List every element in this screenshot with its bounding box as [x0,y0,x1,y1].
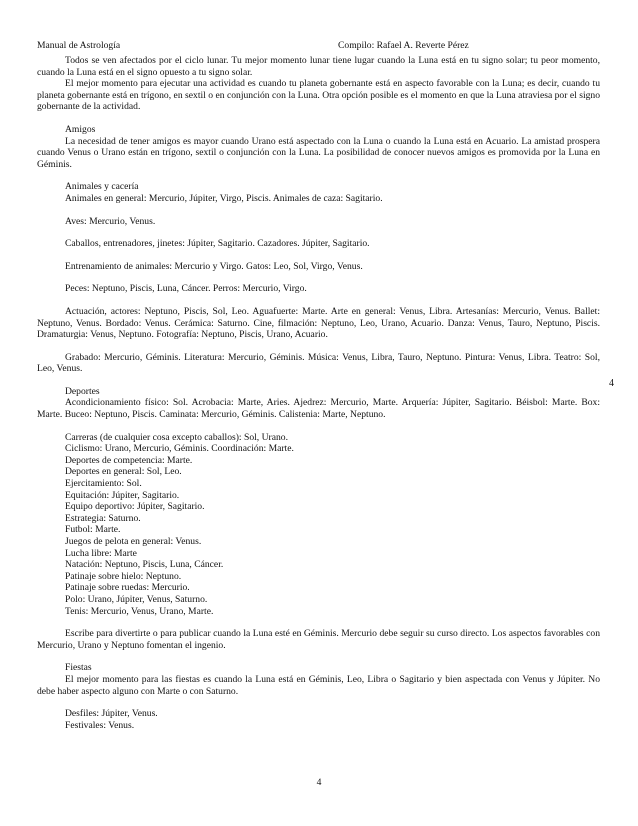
section-title-deportes: Deportes [65,385,100,397]
section-title-fiestas: Fiestas [65,662,92,674]
animales-line-1: Animales en general: Mercurio, Júpiter, Virgo, Piscis. Animales de caza: Sagitario. [65,192,383,204]
list-item: Patinaje sobre ruedas: Mercurio. [65,582,190,594]
list-item: Ejercitamiento: Sol. [65,478,142,490]
side-page-number: 4 [609,378,614,389]
header-compiler: Compilo: Rafael A. Reverte Pérez [338,40,469,51]
document-body [37,55,600,731]
section-title-amigos: Amigos [65,123,96,135]
animales-line-3: Caballos, entrenadores, jinetes: Júpiter, Sagitario. Cazadores. Júpiter, Sagitario. [65,238,370,250]
page-number: 4 [316,777,322,788]
grabado-paragraph: Grabado: Mercurio, Géminis. Literatura: Mercurio, Géminis. Música: Venus, Libra, Tauro, Neptuno. Pintura: Venus, Libra. Teatro: Sol, Leo, Venus. [37,351,600,375]
list-item: Desfiles: Júpiter, Venus. [65,708,158,720]
list-item: Deportes en general: Sol, Leo. [65,466,182,478]
deportes-paragraph: Acondicionamiento físico: Sol. Acrobacia: Marte, Aries. Ajedrez: Mercurio, Marte. Arquería: Júpiter, Sagitario. Béisbol: Marte. Box: Marte. Buceo: Neptuno, Piscis. Caminata: Mercurio, Géminis. Calistenia: Marte, Neptuno. [37,397,600,421]
fiestas-paragraph: El mejor momento para las fiestas es cuando la Luna está en Géminis, Leo, Libra o Sagitario y bien aspectada con Venus y Júpiter. No debe haber aspecto alguno con Marte o con Saturno. [37,673,600,697]
list-item: Patinaje sobre hielo: Neptuno. [65,570,182,582]
animales-line-4: Entrenamiento de animales: Mercurio y Virgo. Gatos: Leo, Sol, Virgo, Venus. [65,260,363,272]
amigos-paragraph: La necesidad de tener amigos es mayor cuando Urano está aspectado con la Luna o cuando la Luna está en Acuario. La amistad prospera cuando Venus o Urano están en trígono, sextil o conjunción con la Luna. La posibilidad de conocer nuevos amigos es promovida por la Luna en Géminis. [37,135,600,170]
list-item: Tenis: Mercurio, Venus, Urano, Marte. [65,605,214,617]
animales-line-5: Peces: Neptuno, Piscis, Luna, Cáncer. Perros: Mercurio, Virgo. [65,283,307,295]
list-item: Juegos de pelota en general: Venus. [65,536,202,547]
header-title: Manual de Astrología [37,40,121,51]
intro-paragraph-1: Todos se ven afectados por el ciclo lunar. Tu mejor momento lunar tiene lugar cuando la Luna está en tu signo solar; tu peor momento, cuando la Luna está en el signo opuesto a tu signo solar. [37,55,600,78]
list-item: Futbol: Marte. [65,524,121,536]
actuacion-paragraph: Actuación, actores: Neptuno, Piscis, Sol, Leo. Aguafuerte: Marte. Arte en general: Venus, Libra. Artesanías: Mercurio, Venus. Ballet: Neptuno, Venus. Bordado: Venus. Cerámica: Saturno. Cine, filmación: Neptuno, Leo, Urano, Acuario. Danza: Venus, Tauro, Neptuno, Piscis. Dramaturgia: Venus, Neptuno. Fotografía: Neptuno, Piscis, Urano, Acuario. [37,305,600,341]
deportes-list [37,432,600,618]
list-item: Polo: Urano, Júpiter, Venus, Saturno. [65,593,208,605]
list-item: Estrategia: Saturno. [65,512,141,524]
animales-line-2: Aves: Mercurio, Venus. [65,215,156,227]
list-item: Equipo deportivo: Júpiter, Sagitario. [65,501,205,513]
intro-paragraph-2: El mejor momento para ejecutar una actividad es cuando tu planeta gobernante está en aspecto favorable con la Luna; es decir, cuando tu planeta gobernante está en trígono, en sextil o en conjunción con la Luna. Otra opción posible es el momento en que la Luna atraviesa por el signo gobernante de la actividad. [37,78,600,113]
list-item: Festivales: Venus. [65,719,135,731]
section-title-animales: Animales y cacería [65,181,139,193]
escribe-paragraph: Escribe para divertirte o para publicar cuando la Luna esté en Géminis. Mercurio debe seguir su curso directo. Los aspectos favorables con Mercurio, Urano y Neptuno fomentan el ingenio. [37,628,600,651]
list-item: Lucha libre: Marte [65,547,137,559]
list-item: Ciclismo: Urano, Mercurio, Géminis. Coordinación: Marte. [65,443,294,455]
list-item: Carreras (de cualquier cosa excepto caballos): Sol, Urano. [65,431,288,443]
list-item: Deportes de competencia: Marte. [65,454,193,466]
list-item: Natación: Neptuno, Piscis, Luna, Cáncer. [65,559,224,571]
list-item: Equitación: Júpiter, Sagitario. [65,489,180,501]
